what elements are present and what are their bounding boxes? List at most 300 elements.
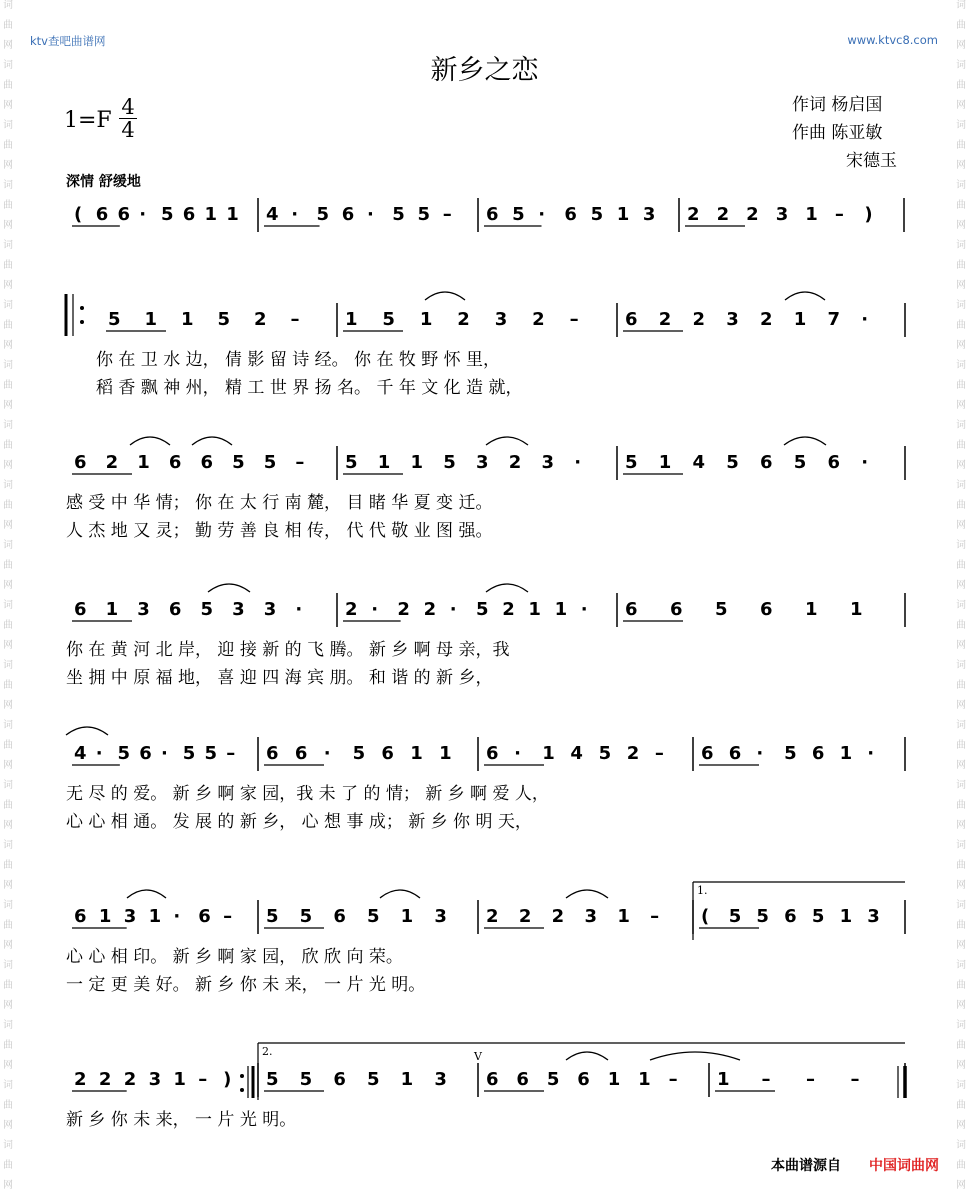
note: 5 [108,309,121,330]
note: 3 [642,204,656,225]
dash-mark: – [834,204,844,225]
watermark-glyph: 网 [3,880,13,891]
watermark-glyph: 词 [956,1020,966,1031]
tempo-marking: 深情 舒缓地 [66,174,141,190]
note: 2 [746,204,759,225]
note: 6 [564,204,577,225]
note: 3 [123,906,137,927]
note: 5 [784,743,797,764]
note: 6 [827,452,841,473]
dot-mark: · [367,204,374,225]
slur [130,437,170,445]
watermark-glyph: 网 [956,520,966,531]
note: 2 [123,1069,137,1090]
note: 6 [760,599,773,620]
watermark-glyph: 网 [956,1120,966,1131]
note: 6 [728,743,742,764]
dash-mark: – [569,309,579,330]
watermark-glyph: 网 [956,160,966,171]
note: 5 [263,452,277,473]
note: 5 [625,452,638,473]
note: 3 [137,599,150,620]
volta-1-label: 1. [697,884,708,897]
watermark-glyph: 曲 [956,380,966,391]
watermark-glyph: 词 [956,1140,966,1151]
watermark-glyph: 曲 [3,860,13,871]
note: 4 [266,204,279,225]
watermark-glyph: 曲 [956,1040,966,1051]
note: 6 [333,1069,346,1090]
note: ) [864,204,873,225]
watermark-glyph: 词 [3,420,13,431]
note: 3 [148,1069,162,1090]
note: 6 [294,743,308,764]
note: 5 [811,906,825,927]
watermark-glyph: 词 [956,420,966,431]
note: 1 [137,452,150,473]
slur [127,890,166,898]
watermark-glyph: 网 [3,1000,13,1011]
note: 2 [502,599,515,620]
watermark-glyph: 词 [956,300,966,311]
watermark-glyph: 网 [956,880,966,891]
watermark-glyph: 曲 [956,860,966,871]
watermark-glyph: 网 [956,340,966,351]
dot-mark: · [514,743,521,764]
dot-mark: · [538,204,546,225]
watermark-glyph: 词 [3,360,13,371]
note: 5 [316,204,330,225]
watermark-glyph: 曲 [3,500,13,511]
time-signature-bottom: 4 [121,118,135,142]
note: 5 [117,743,131,764]
note: 6 [381,743,394,764]
watermark-glyph: 曲 [3,1100,13,1111]
note: 1 [400,1069,414,1090]
repeat-dot [80,306,84,310]
note: 1 [805,204,818,225]
watermark-glyph: 曲 [956,920,966,931]
watermark-glyph: 曲 [3,620,13,631]
watermark-glyph: 曲 [3,980,13,991]
slur [566,1052,608,1060]
dash-mark: – [290,309,300,330]
note: 6 [811,743,825,764]
watermark-glyph: 曲 [956,80,966,91]
note: 1 [226,204,239,225]
watermark-glyph: 词 [956,1080,966,1091]
watermark-glyph: 曲 [3,1160,13,1171]
dot-mark: · [861,309,869,330]
slur [785,292,825,300]
note: 5 [598,743,612,764]
watermark-glyph: 词 [956,900,966,911]
watermark-glyph: 网 [3,580,13,591]
note: 1 [204,204,218,225]
watermark-glyph: 词 [956,660,966,671]
watermark-glyph: 曲 [956,200,966,211]
watermark-glyph: 网 [956,1060,966,1071]
dash-mark: – [442,204,452,225]
note: 2 [532,309,545,330]
note: 1 [528,599,541,620]
watermark-glyph: 词 [956,780,966,791]
slur [208,584,250,592]
lyric-line: 一 定 更 美 好。 新 乡 你 未 来， 一 片 光 明。 [66,975,426,995]
note: 2 [508,452,522,473]
watermark-glyph: 词 [3,120,13,131]
breath-mark: V [474,1050,482,1063]
lyric-line: 你 在 黄 河 北 岸， 迎 接 新 的 飞 腾。 新 乡 啊 母 亲，我 [66,640,510,660]
note: 5 [299,906,313,927]
slur [192,437,232,445]
lyric-line: 你 在 卫 水 边， 倩 影 留 诗 经。 你 在 牧 野 怀 里， [96,350,501,370]
lyric-line: 坐 拥 中 原 福 地， 喜 迎 四 海 宾 朋。 和 谐 的 新 乡， [66,668,493,688]
note: 3 [726,309,739,330]
note: 1 [617,906,630,927]
note: 5 [200,599,214,620]
dash-mark: – [850,1069,860,1090]
time-signature-top: 4 [121,95,135,119]
slur [380,890,420,898]
watermark-glyph: 曲 [3,140,13,151]
note: 6 [486,1069,499,1090]
dot-mark: · [139,204,147,225]
note: 1 [181,309,194,330]
note: 6 [74,452,87,473]
watermark-glyph: 曲 [956,320,966,331]
watermark-glyph: 曲 [956,620,966,631]
dot-mark: · [323,743,331,764]
note: 2 [716,204,730,225]
lyricist-credit: 作词 杨启国 [792,95,883,115]
note: 1 [542,743,555,764]
note: 1 [717,1069,730,1090]
note: 6 [182,204,196,225]
watermark-glyph: 词 [956,120,966,131]
watermark-glyph: 词 [956,540,966,551]
note: 6 [670,599,683,620]
note: 3 [232,599,245,620]
note: 3 [494,309,508,330]
watermark-glyph: 曲 [956,140,966,151]
note: 6 [486,204,499,225]
note: 6 [168,599,182,620]
watermark-glyph: 曲 [3,1040,13,1051]
note: 2 [423,599,437,620]
note: 3 [584,906,598,927]
note: 6 [168,452,182,473]
note: 2 [486,906,499,927]
dash-mark: – [295,452,305,473]
note: 6 [74,599,87,620]
note: 6 [486,743,499,764]
note: 2 [74,1069,87,1090]
lyric-line: 稻 香 飘 神 州， 精 工 世 界 扬 名。 千 年 文 化 造 就， [96,378,523,398]
note: 6 [95,204,109,225]
watermark-glyph: 曲 [3,740,13,751]
note: 6 [577,1069,590,1090]
note: 2 [105,452,119,473]
dot-mark: · [756,743,764,764]
note: ( [701,906,710,927]
note: 5 [728,906,742,927]
watermark-glyph: 曲 [956,500,966,511]
watermark-glyph: 词 [956,360,966,371]
dot-mark: · [449,599,457,620]
key-signature: 1=F [64,108,112,133]
watermark-glyph: 曲 [956,680,966,691]
slur [566,890,608,898]
watermark-glyph: 曲 [3,680,13,691]
note: 1 [439,743,452,764]
note: 1 [616,204,630,225]
lyric-line: 无 尽 的 爱。 新 乡 啊 家 园，我 未 了 的 情； 新 乡 啊 爱 人， [66,784,549,804]
watermark-glyph: 词 [956,480,966,491]
watermark-glyph: 曲 [956,1160,966,1171]
watermark-glyph: 网 [3,220,13,231]
watermark-glyph: 曲 [3,380,13,391]
note: 5 [367,1069,380,1090]
watermark-glyph: 词 [956,960,966,971]
note: 3 [775,204,789,225]
note: 5 [726,452,739,473]
watermark-glyph: 曲 [956,1100,966,1111]
watermark-glyph: 词 [3,660,13,671]
note: 5 [345,452,358,473]
site-link-left[interactable]: ktv查吧曲谱网 [30,34,106,48]
dot-mark: · [173,906,181,927]
note: 6 [333,906,346,927]
note: 2 [345,599,358,620]
watermark-glyph: 网 [3,820,13,831]
watermark-glyph: 曲 [956,560,966,571]
note: 6 [74,906,87,927]
note: 2 [658,309,672,330]
note: 4 [570,743,583,764]
watermark-glyph: 词 [956,240,966,251]
note: 5 [204,743,218,764]
watermark-glyph: 网 [3,520,13,531]
note: 1 [400,906,414,927]
watermark-glyph: 词 [3,720,13,731]
repeat-dot [240,1088,244,1092]
watermark-glyph: 曲 [3,20,13,31]
note: 1 [105,599,119,620]
slur [425,292,465,300]
lyric-line: 心 心 相 印。 新 乡 啊 家 园， 欣 欣 向 荣。 [66,947,403,967]
note: 3 [541,452,555,473]
dot-mark: · [291,204,299,225]
watermark-glyph: 网 [956,700,966,711]
watermark-glyph: 词 [3,240,13,251]
watermark-glyph: 网 [956,100,966,111]
note: 1 [554,599,568,620]
source-label: 本曲谱源自 [771,1158,841,1174]
note: 1 [377,452,391,473]
watermark-glyph: 词 [3,300,13,311]
watermark-glyph: 曲 [956,740,966,751]
watermark-glyph: 曲 [956,800,966,811]
note: 1 [148,906,162,927]
note: 5 [417,204,431,225]
note: 2 [98,1069,112,1090]
note: 6 [198,906,211,927]
dash-mark: – [654,743,664,764]
note: 6 [516,1069,529,1090]
note: 5 [232,452,245,473]
watermark-glyph: 网 [3,940,13,951]
dot-mark: · [867,743,875,764]
slur [66,727,108,735]
watermark-glyph: 曲 [956,260,966,271]
dot-mark: · [580,599,588,620]
note: 2 [551,906,565,927]
lyric-line: 人 杰 地 又 灵； 勤 劳 善 良 相 传， 代 代 敬 业 图 强。 [66,521,493,541]
note: 2 [518,906,532,927]
note: 1 [345,309,358,330]
watermark-glyph: 网 [956,580,966,591]
lyric-line: 心 心 相 通。 发 展 的 新 乡， 心 想 事 成； 新 乡 你 明 天， [66,812,532,832]
note: 5 [756,906,769,927]
note: 5 [793,452,807,473]
dot-mark: · [371,599,379,620]
watermark-glyph: 网 [956,1180,966,1191]
watermark-glyph: 网 [3,280,13,291]
watermark-glyph: 词 [3,840,13,851]
watermark-glyph: 网 [956,940,966,951]
watermark-glyph: 曲 [3,80,13,91]
watermark-glyph: 网 [3,1120,13,1131]
note: 3 [476,452,489,473]
watermark-glyph: 网 [3,700,13,711]
watermark-glyph: 词 [3,0,13,11]
note: 2 [692,309,706,330]
watermark-glyph: 词 [956,720,966,731]
watermark-glyph: 词 [3,960,13,971]
watermark-glyph: 网 [956,400,966,411]
dash-mark: – [223,906,233,927]
watermark-glyph: 词 [956,60,966,71]
watermark-glyph: 曲 [956,20,966,31]
note: 1 [173,1069,186,1090]
watermark-glyph: 网 [3,760,13,771]
watermark-glyph: 网 [956,280,966,291]
note: 1 [410,743,423,764]
note: 1 [805,599,818,620]
site-link-right[interactable]: www.ktvc8.com [847,33,938,47]
note: 5 [217,309,231,330]
note: 3 [867,906,880,927]
note: 5 [443,452,456,473]
dot-mark: · [295,599,303,620]
note: 5 [161,204,174,225]
note: 7 [827,309,841,330]
note: 5 [512,204,525,225]
note: ) [223,1069,232,1090]
watermark-glyph: 词 [3,1020,13,1031]
watermark-glyph: 词 [956,600,966,611]
watermark-glyph: 词 [956,180,966,191]
note: 1 [839,743,853,764]
note: 5 [367,906,380,927]
note: 1 [410,452,424,473]
repeat-dot [80,320,84,324]
watermark-glyph: 词 [956,840,966,851]
note: ( [74,204,83,225]
note: 2 [687,204,700,225]
watermark-glyph: 曲 [3,440,13,451]
note: 3 [434,1069,447,1090]
note: 3 [263,599,277,620]
note: 6 [625,599,638,620]
note: 3 [434,906,447,927]
watermark-glyph: 词 [3,900,13,911]
watermark-glyph: 词 [3,1140,13,1151]
watermark-glyph: 词 [3,780,13,791]
watermark-glyph: 网 [956,220,966,231]
note: 5 [266,1069,279,1090]
watermark-glyph: 网 [3,400,13,411]
watermark-glyph: 词 [3,480,13,491]
composer-credit: 作曲 陈亚敏 [792,123,883,143]
watermark-glyph: 网 [956,640,966,651]
song-title: 新乡之恋 [430,55,539,86]
note: 5 [590,204,604,225]
note: 1 [658,452,672,473]
watermark-glyph: 网 [3,340,13,351]
note: 6 [701,743,714,764]
watermark-glyph: 网 [956,820,966,831]
dash-mark: – [650,906,660,927]
note: 5 [715,599,728,620]
note: 5 [392,204,405,225]
watermark-glyph: 网 [956,1000,966,1011]
note: 2 [397,599,410,620]
dash-mark: – [761,1069,771,1090]
dash-mark: – [198,1069,208,1090]
watermark-glyph: 曲 [3,920,13,931]
note: 1 [144,309,158,330]
note: 6 [117,204,131,225]
watermark-glyph: 曲 [956,440,966,451]
note: 6 [341,204,355,225]
dot-mark: · [95,743,103,764]
note: 6 [139,743,152,764]
watermark-glyph: 词 [3,600,13,611]
watermark-glyph: 网 [956,40,966,51]
watermark-glyph: 词 [956,0,966,11]
note: 6 [760,452,773,473]
note: 6 [625,309,638,330]
note: 2 [254,309,267,330]
note: 1 [839,906,853,927]
watermark-glyph: 词 [3,180,13,191]
watermark-glyph: 曲 [3,320,13,331]
watermark-glyph: 网 [3,1180,13,1191]
dot-mark: · [574,452,582,473]
dash-mark: – [226,743,236,764]
lyric-line: 新 乡 你 未 来， 一 片 光 明。 [66,1110,297,1130]
note: 2 [457,309,470,330]
note: 6 [200,452,214,473]
watermark-glyph: 词 [3,1080,13,1091]
watermark-glyph: 网 [956,760,966,771]
watermark-glyph: 网 [3,460,13,471]
slur [486,584,528,592]
source-site-link[interactable]: 中国词曲网 [869,1158,939,1174]
watermark-glyph: 曲 [3,200,13,211]
